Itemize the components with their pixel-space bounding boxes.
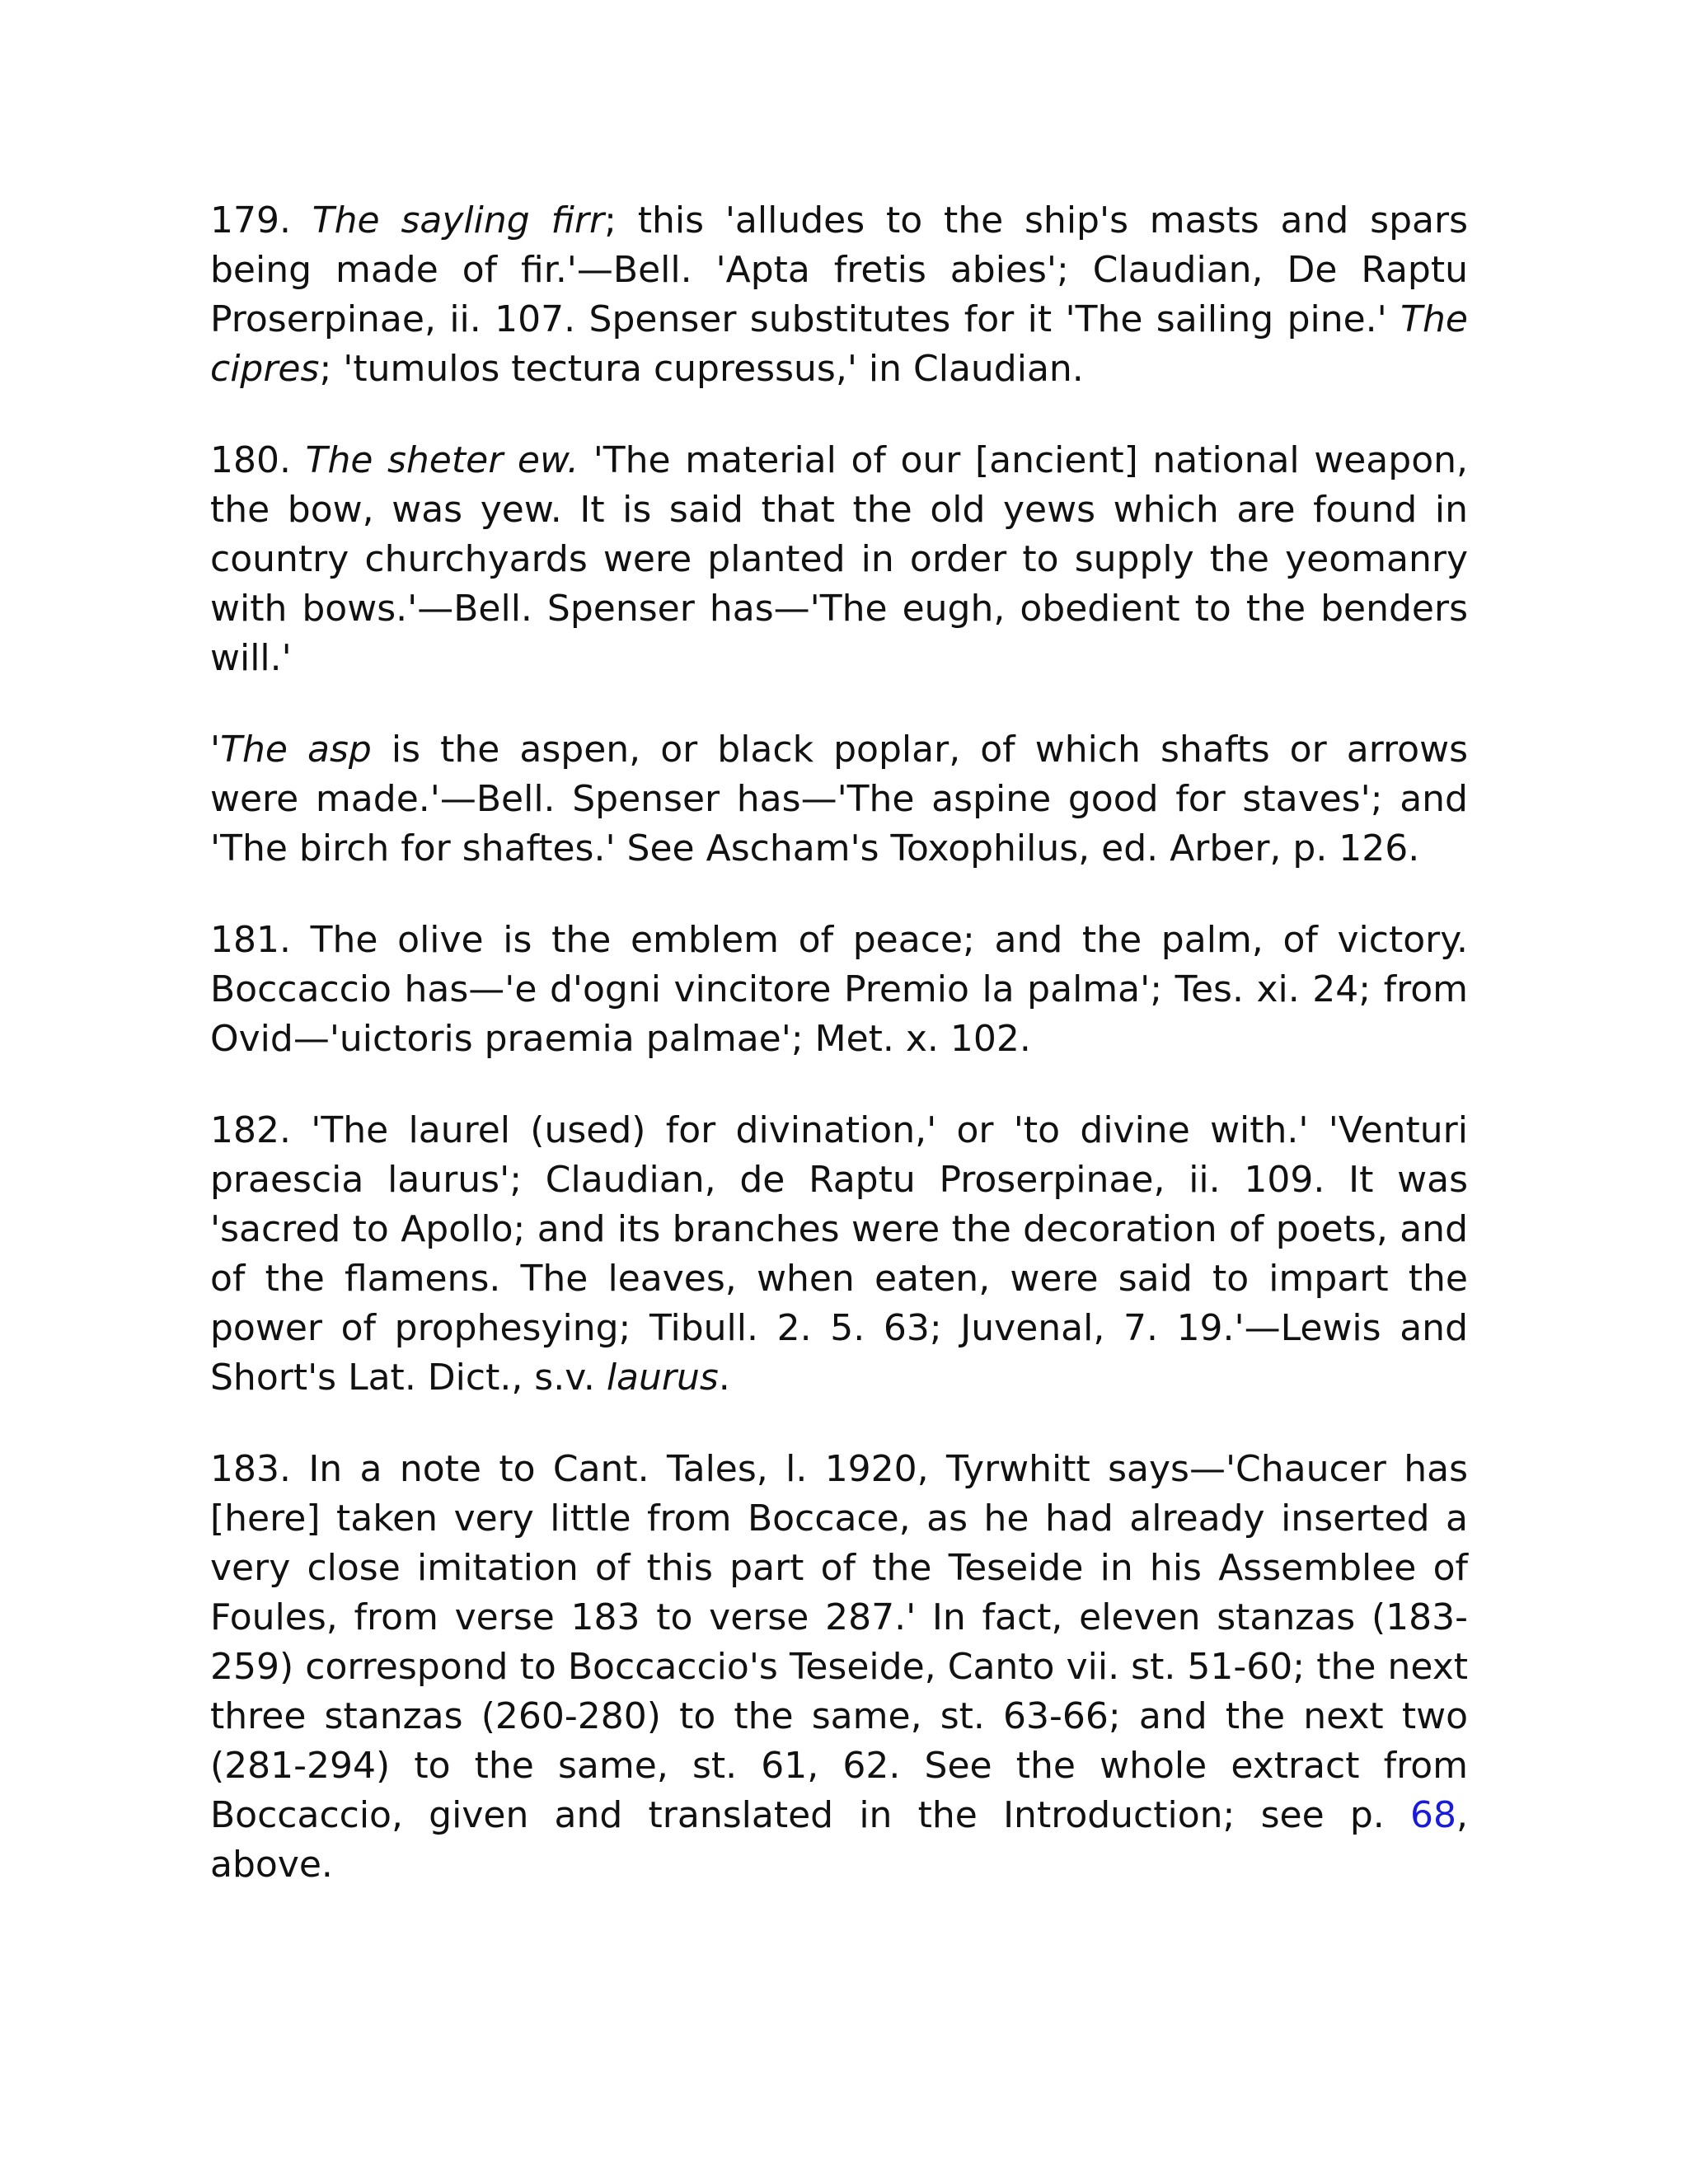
note-181: 181. The olive is the emblem of peace; and the palm, of victory. Boccaccio has—'e d'ogni vincitore Premio la palma'; Tes. xi. 24; from Ovid—'uictoris praemia palmae'; Met. x. 102. [210, 919, 1468, 1060]
italic-phrase: The asp [220, 729, 372, 771]
page-link-68[interactable]: 68 [1410, 1794, 1456, 1836]
note-asp: 'The asp is the aspen, or black poplar, of which shafts or arrows were made.'—Bell. Spenser has—'The aspine good for staves'; and 'The birch for shaftes.' See Ascham's Toxophilus, ed. Arber, p. 126. [210, 729, 1468, 869]
italic-phrase: The sheter ew. [305, 439, 579, 481]
note-183: 183. In a note to Cant. Tales, l. 1920, Tyrwhitt says—'Chaucer has [here] taken very little from Boccace, as he had already inserted a very close imitation of this part of the Teseide in his Assemblee of Foules, from verse 183 to verse 287.' In fact, eleven stanzas (183-259) correspond to Boccaccio's Teseide, Canto vii. st. 51-60; the next three stanzas (260-280) to the same, st. 63-66; and the next two (281-294) to the same, st. 61, 62. See the whole extract from Boccaccio, given and translated in the Introduction; see p. 68, above. [210, 1448, 1468, 1886]
note-180: 180. The sheter ew. 'The material of our [ancient] national weapon, the bow, was yew. It is said that the old yews which are found in country churchyards were planted in order to supply the yeomanry with bows.'—Bell. Spenser has—'The eugh, obedient to the benders will.' [210, 439, 1468, 679]
notes-page [210, 196, 1468, 1932]
note-182: 182. 'The laurel (used) for divination,' or 'to divine with.' 'Venturi praescia laurus'; Claudian, de Raptu Proserpinae, ii. 109. It was 'sacred to Apollo; and its branches were the decoration of poets, and of the flamens. The leaves, when eaten, were said to impart the power of prophesying; Tibull. 2. 5. 63; Juvenal, 7. 19.'—Lewis and Short's Lat. Dict., s.v. laurus. [210, 1109, 1468, 1399]
italic-phrase: The cipres [210, 298, 1468, 390]
note-179: 179. The sayling firr; this 'alludes to the ship's masts and spars being made of fir.'—Bell. 'Apta fretis abies'; Claudian, De Raptu Proserpinae, ii. 107. Spenser substitutes for it 'The sailing pine.' The cipres; 'tumulos tectura cupressus,' in Claudian. [210, 199, 1468, 390]
italic-phrase: laurus [606, 1357, 719, 1399]
italic-phrase: The sayling firr [312, 199, 605, 241]
